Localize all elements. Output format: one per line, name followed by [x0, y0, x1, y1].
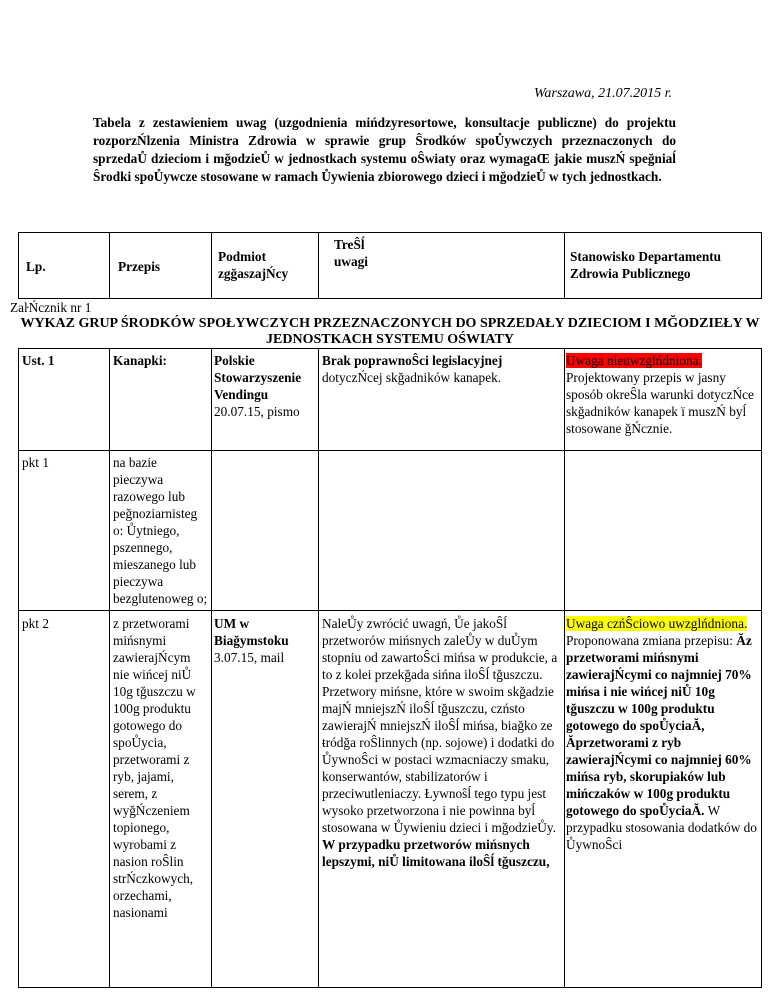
row3-tresc — [322, 615, 562, 870]
row1-tresc — [322, 352, 562, 386]
zalacznik-label: ZaŀŃcznik nr 1 — [10, 300, 92, 315]
row-divider — [18, 450, 762, 451]
row3-podmiot-date: 3.07.15, mail — [214, 650, 285, 665]
col-divider — [109, 232, 110, 298]
row3-przepis: z przetworami mińsnymi zawierajŃcym nie wińcej niŮ 10g tğuszczu w 100g produktu gotowego do spoŮycia, przetworami z ryb, jajami, serem, z wyğŃczeniem topionego, wyrobami z nasion roŜlin strŃczkowych, orzechami, nasionami — [113, 616, 196, 920]
table-border-bottom — [18, 987, 762, 988]
document-date: Warszawa, 21.07.2015 r. — [534, 86, 672, 101]
row-divider — [18, 610, 762, 611]
row3-stanowisko-tail: W przypadku stosowania dodatków do ŮywnoŜci — [566, 803, 757, 852]
row3-tresc-bold: W przypadku przetworów mińsnych lepszymi, niŮ limitowana iloŜĺ tğuszczu, — [322, 837, 550, 869]
row3-stanowisko-text: Proponowana zmiana przepisu: — [566, 633, 733, 648]
section-divider — [18, 348, 762, 349]
header-row-divider — [18, 298, 762, 299]
row1-lp: Ust. 1 — [22, 353, 55, 368]
table-border-top — [18, 232, 762, 233]
col-divider — [211, 348, 212, 988]
header-tresc: TreŜĺ uwagi — [334, 237, 368, 269]
section-title: WYKAZ GRUP ŚRODKÓW SPOŁYWCZYCH PRZEZNACZONYCH DO SPRZEDAŁY DZIECIOM I MĞODZIEŁY W JEDNOSTKACH SYSTEMU OŚWIATY — [20, 316, 760, 347]
col-divider — [318, 348, 319, 988]
row3-podmiot — [214, 615, 318, 666]
row3-lp: pkt 2 — [22, 616, 49, 631]
row3-stanowisko — [566, 615, 762, 853]
col-divider — [564, 232, 565, 298]
row1-stanowisko-text: Projektowany przepis w jasny sposób okreŜla warunki dotyczŃce skğadników kanapek ï muszŃ byĺ stosowane ğŃcznie. — [566, 370, 754, 436]
header-podmiot: Podmiot zgğaszajŃcy — [218, 249, 289, 281]
col-divider — [18, 348, 19, 988]
row2-lp: pkt 1 — [22, 455, 49, 470]
col-divider — [109, 348, 110, 988]
col-divider — [211, 232, 212, 298]
row1-tresc-text: dotyczŃcej skğadników kanapek. — [322, 370, 502, 385]
row1-stanowisko — [566, 352, 762, 437]
row1-podmiot-date: 20.07.15, pismo — [214, 404, 300, 419]
row1-przepis: Kanapki: — [113, 353, 167, 368]
document-intro: Tabela z zestawieniem uwag (uzgodnienia mińdzyresortowe, konsultacje publiczne) do projektu rozporzŃlzenia Ministra Zdrowia w sprawie grup Ŝrodków spoŮywczych przeznaczonych do sprzedaŮ dzieciom i mğodzieŮ w jednostkach systemu oŜwiaty oraz wymagaŒ jakie muszŃ speğniaĺ Ŝrodki spoŮywcze stosowane w ramach Ůywienia zbiorowego dzieci i mğodzieŮ w tych jednostkach. — [93, 115, 676, 184]
header-stanowisko: Stanowisko Departamentu Zdrowia Publicznego — [570, 249, 722, 281]
header-przepis: Przepis — [118, 259, 161, 274]
row1-podmiot — [214, 352, 318, 420]
col-divider — [761, 232, 762, 298]
header-lp: Lp. — [26, 259, 46, 274]
row3-stanowisko-bold: Ăz przetworami mińsnymi zawierajŃcymi co najmniej 70% mińsa i nie wińcej niŮ 10g tğuszczu w 100g produktu gotowego do spoŮyciaĂ, Ăprzetworami z ryb zawierajŃcymi co najmniej 60% mińsa ryb, skorupiaków lub mińczaków w 100g produktu gotowego do spoŮyciaĂ. — [566, 633, 752, 818]
col-divider — [18, 232, 19, 298]
row3-tresc-text: NaleŮy zwrócić uwagń, Ůe jakoŜĺ przetworów mińsnych zaleŮy w duŮym stopniu od zawartoŜci mińsa w produkcie, a to z kolei przekğada sińna iloŜĺ tğuszczu. Przetwory mińsne, które w swoim skğadzie majŃ mniejszŃ iloŜĺ tğuszczu, czństo zawierajŃ mniejszŃ iloŜĺ mińsa, biağko ze ŧródğa roŜlinnych (np. sojowe) i dodatki do ŮywnoŜci w postaci wzmacniaczy smaku, konserwantów, stabilizatorów i przeciwutleniaczy. Ływnoŝĺ tego typu jest wysoko przetworzona i nie powinna byĺ stosowana w Ůywieniu dzieci i mğodzieŮy. — [322, 616, 558, 835]
row2-przepis: na bazie pieczywa razowego lub peğnoziarnisteg o: Ůytniego, pszennego, mieszanego lub pieczywa bezglutenoweg o; — [113, 455, 208, 606]
col-divider — [318, 232, 319, 298]
row1-podmiot-name: Polskie Stowarzyszenie Vendingu — [214, 353, 302, 402]
row3-podmiot-name: UM w Biağymstoku — [214, 616, 289, 648]
row3-stanowisko-flag: Uwaga czńŜciowo uwzglńdniona. — [566, 616, 748, 631]
col-divider — [564, 348, 565, 988]
row1-tresc-bold: Brak poprawnoŜci legislacyjnej — [322, 353, 503, 368]
row1-stanowisko-flag: Uwaga nieuwzglńdniona. — [566, 353, 702, 368]
